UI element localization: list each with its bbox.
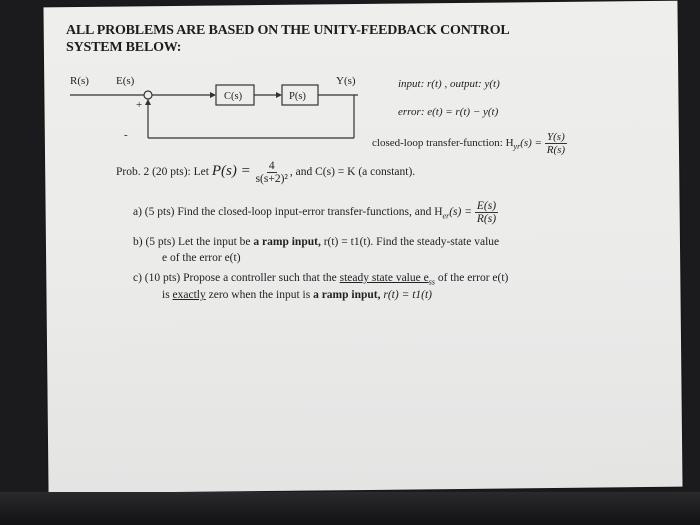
part-c-mid: zero when the input is xyxy=(208,289,311,301)
p-block-label: P(s) xyxy=(289,91,306,102)
tf-numerator: Y(s) xyxy=(547,131,565,143)
arrow-to-c xyxy=(210,92,216,98)
part-b-prefix: b) (5 pts) Let the input be xyxy=(133,236,251,248)
input-output-text: input: r(t) , output: y(t) xyxy=(398,78,500,90)
part-b-line-2-text: e of the error e(t) xyxy=(162,252,241,264)
page-header xyxy=(66,22,510,56)
part-c-suffix: of the error e(t) xyxy=(437,272,509,284)
error-def xyxy=(398,106,498,118)
header-line-2: SYSTEM BELOW: xyxy=(66,40,182,55)
part-a-fraction xyxy=(475,200,498,225)
part-c-sub: ss xyxy=(428,277,435,287)
plant-fraction xyxy=(254,160,290,185)
part-c-line-1 xyxy=(133,272,508,286)
closed-loop-prefix: closed-loop transfer-function: H xyxy=(372,137,514,150)
block-diagram xyxy=(60,66,360,148)
c-block-label: C(s) xyxy=(224,91,243,102)
closed-loop-sub: yr xyxy=(513,142,521,152)
part-a xyxy=(133,200,498,225)
part-a-denominator: R(s) xyxy=(476,213,497,225)
p-of-s: P(s) = xyxy=(211,163,251,180)
e-label: E(s) xyxy=(116,75,135,87)
closed-loop-def xyxy=(372,131,567,156)
feedback-arrow xyxy=(145,99,151,105)
minus-sign: - xyxy=(124,129,128,141)
part-a-after: (s) = xyxy=(449,206,472,219)
part-c-prefix: c) (10 pts) Propose a controller such that the xyxy=(133,272,337,284)
part-c-bold: a ramp input, xyxy=(313,289,381,301)
intro-suffix: , and C(s) = K (a constant). xyxy=(289,166,416,179)
desk-shadow xyxy=(0,492,700,525)
part-c-ramp: r(t) = t1(t) xyxy=(383,289,432,301)
part-c-underlined: steady state value e xyxy=(339,272,429,284)
plant-denominator: s(s+2)² xyxy=(255,173,288,185)
part-b-line-1 xyxy=(133,236,499,248)
arrow-to-p xyxy=(276,92,282,98)
error-text: error: e(t) = r(t) − y(t) xyxy=(398,106,499,118)
header-line-1: ALL PROBLEMS ARE BASED ON THE UNITY-FEEDBACK CONTROL xyxy=(66,23,510,38)
closed-loop-after: (s) = xyxy=(520,137,542,150)
problem-intro xyxy=(116,160,415,185)
r-label: R(s) xyxy=(70,75,89,87)
part-c-is: is xyxy=(162,289,170,301)
input-output-def xyxy=(398,78,500,90)
part-b-suffix: r(t) = t1(t). Find the steady-state value xyxy=(323,236,500,248)
part-b-bold: a ramp input, xyxy=(253,236,321,248)
part-c-line-2 xyxy=(162,289,432,301)
tf-denominator: R(s) xyxy=(546,144,566,156)
part-a-numerator: E(s) xyxy=(476,200,497,212)
closed-loop-fraction xyxy=(545,131,567,156)
plus-sign: + xyxy=(136,99,143,111)
intro-prefix: Prob. 2 (20 pts): Let xyxy=(116,166,209,179)
part-c-exactly: exactly xyxy=(172,289,206,301)
plant-numerator: 4 xyxy=(268,160,275,172)
part-a-sub: er xyxy=(442,211,450,221)
part-b-line-2 xyxy=(162,252,241,264)
y-label: Y(s) xyxy=(336,75,356,87)
part-a-text: a) (5 pts) Find the closed-loop input-error transfer-functions, and H xyxy=(133,206,443,219)
summing-junction xyxy=(144,91,152,99)
